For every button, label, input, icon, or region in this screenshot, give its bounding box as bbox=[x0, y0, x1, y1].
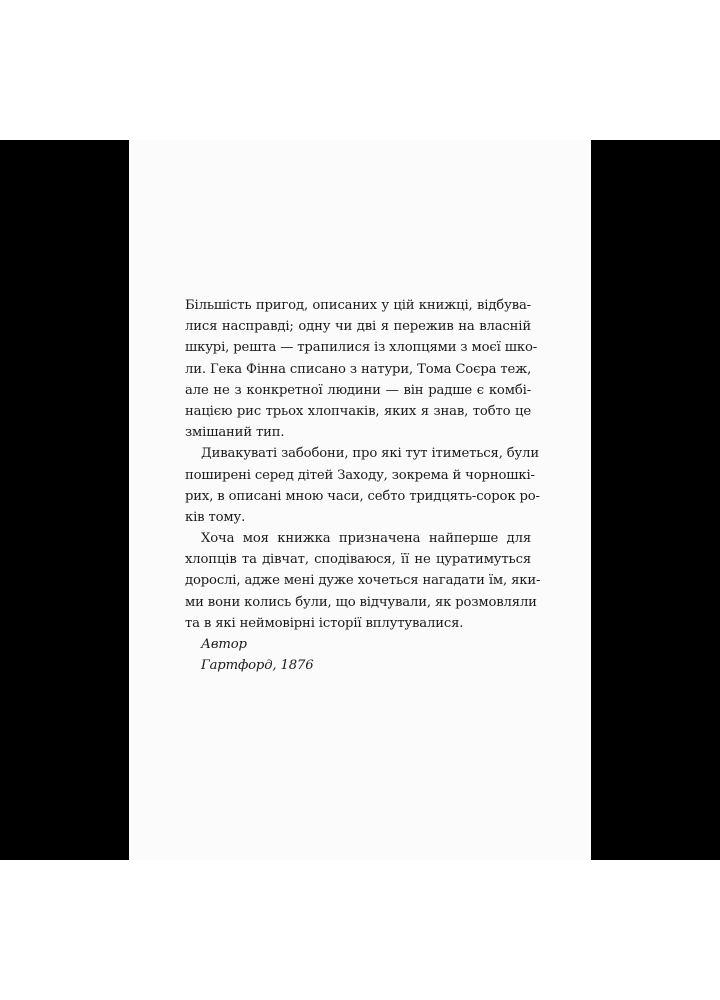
text-line: рих, в описані мною часи, себто тридцять-сорок ро- bbox=[185, 488, 540, 504]
paragraph-2 bbox=[185, 443, 540, 528]
text-line: але не з конкретної людини — він радше є комбі- bbox=[185, 382, 531, 398]
text-line: Дивакуваті забобони, про які тут ітиметься, були bbox=[201, 446, 540, 462]
text-line: ми вони колись були, що відчували, як розмовляли bbox=[185, 594, 537, 610]
text-line: та в які неймовірні історії вплутувалися. bbox=[185, 615, 464, 631]
paragraph-1 bbox=[185, 295, 538, 443]
text-line: нацією рис трьох хлопчаків, яких я знав, тобто це bbox=[185, 403, 531, 419]
text-line: Хоча моя книжка призначена найперше для bbox=[201, 531, 531, 547]
text-line: дорослі, адже мені дуже хочеться нагадати їм, яки- bbox=[185, 573, 541, 589]
text-line: поширені серед дітей Заходу, зокрема й чорношкі- bbox=[185, 467, 535, 483]
signature-place-date: Гартфорд, 1876 bbox=[201, 658, 314, 674]
left-letterbox bbox=[0, 140, 129, 860]
right-letterbox bbox=[591, 140, 720, 860]
text-line: Більшість пригод, описаних у цій книжці, відбува- bbox=[185, 298, 531, 313]
text-line: лися насправді; одну чи дві я пережив на власній bbox=[185, 319, 531, 335]
book-page bbox=[129, 140, 591, 860]
text-line: шкурі, решта — трапилися із хлопцями з моєї шко- bbox=[185, 340, 538, 356]
text-line: ків тому. bbox=[185, 509, 246, 525]
text-line: хлопців та дівчат, сподіваюся, її не цуратимуться bbox=[185, 552, 531, 568]
paragraph-3 bbox=[185, 528, 541, 634]
signature-author: Автор bbox=[201, 637, 247, 652]
text-line: змішаний тип. bbox=[185, 425, 285, 441]
preface-text bbox=[185, 295, 541, 676]
text-line: ли. Гека Фінна списано з натури, Тома Соєра теж, bbox=[185, 361, 532, 377]
signature-block bbox=[185, 634, 531, 676]
